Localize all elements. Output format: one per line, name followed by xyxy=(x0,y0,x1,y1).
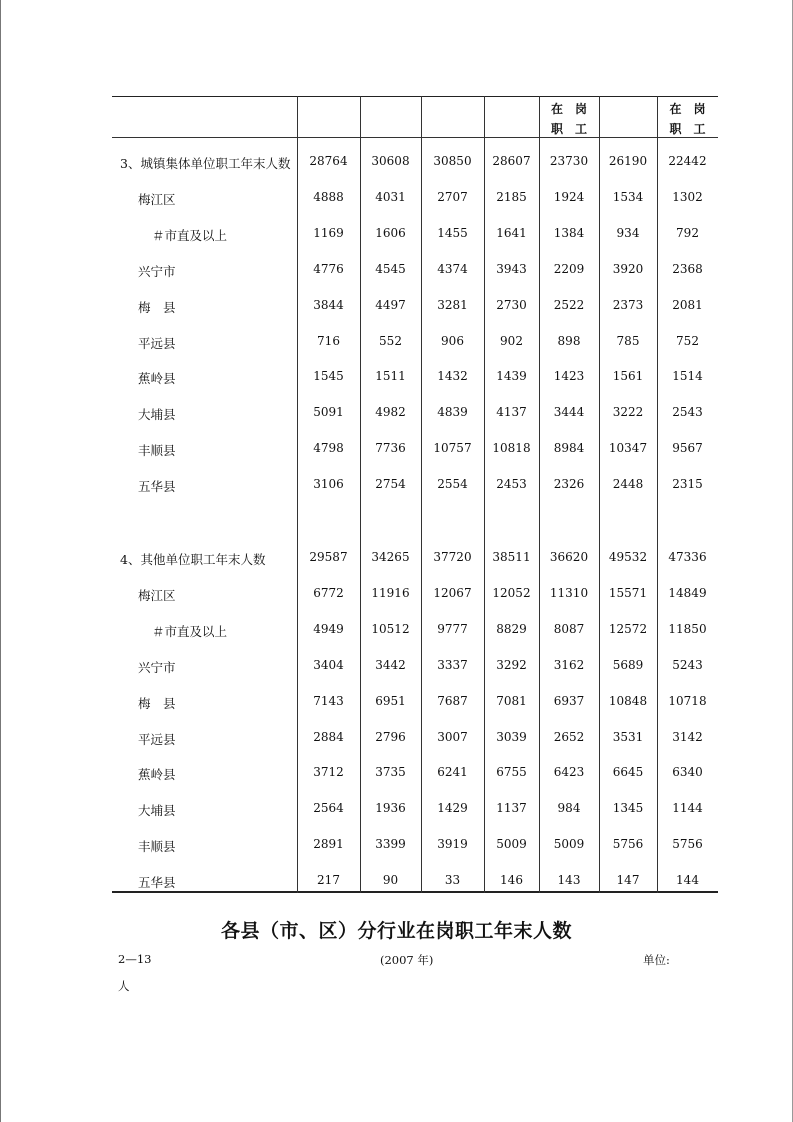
table-cell: 4137 xyxy=(496,405,527,420)
table-cell: 47336 xyxy=(668,550,707,564)
table-cell: 1302 xyxy=(672,189,703,204)
table-cell: 8087 xyxy=(553,621,585,636)
table-cell: 984 xyxy=(557,801,581,816)
table-cell: 3712 xyxy=(313,765,344,780)
table-cell: 10718 xyxy=(668,693,707,708)
table-cell: 4374 xyxy=(437,261,468,276)
table-row xyxy=(112,837,718,857)
table-cell: 1439 xyxy=(496,369,527,384)
table-row xyxy=(112,622,718,642)
document-title: 各县（市、区）分行业在岗职工年末人数 xyxy=(220,920,572,942)
table-cell: 3404 xyxy=(313,657,344,672)
table-top-rule xyxy=(112,96,718,97)
table-cell: 12572 xyxy=(608,621,648,636)
table-row xyxy=(112,190,718,210)
table-row xyxy=(112,730,718,750)
table-cell: 2796 xyxy=(375,729,406,744)
table-cell: 3531 xyxy=(612,729,644,744)
table-cell: 2522 xyxy=(553,297,585,312)
table-cell: 1924 xyxy=(553,189,585,204)
table-cell: 1384 xyxy=(553,225,585,240)
row-label: 梅 县 xyxy=(138,299,176,315)
table-cell: 12052 xyxy=(492,585,531,600)
table-cell: 1561 xyxy=(612,369,644,384)
row-label: 大埔县 xyxy=(138,803,176,819)
row-label: 兴宁市 xyxy=(138,659,176,675)
table-cell: 934 xyxy=(616,225,640,240)
table-cell: 4982 xyxy=(375,405,406,420)
section-total-row xyxy=(112,154,718,174)
table-header-rule xyxy=(112,137,718,138)
table-row xyxy=(112,801,718,821)
table-cell: 30850 xyxy=(433,154,472,168)
row-label: 丰顺县 xyxy=(138,839,176,855)
table-cell: 1144 xyxy=(672,801,703,816)
row-label: 梅江区 xyxy=(138,587,176,603)
row-label: ＃市直及以上 xyxy=(152,227,228,243)
table-cell: 1511 xyxy=(375,369,406,384)
table-row xyxy=(112,334,718,354)
table-cell: 6423 xyxy=(553,765,585,780)
table-cell: 1432 xyxy=(437,369,468,384)
row-label: 梅江区 xyxy=(138,191,176,207)
table-cell: 5091 xyxy=(313,405,344,420)
table-cell: 792 xyxy=(676,225,699,240)
table-cell: 2448 xyxy=(612,477,644,492)
table-cell: 2730 xyxy=(496,297,527,312)
table-cell: 5689 xyxy=(612,657,644,672)
table-cell: 906 xyxy=(441,333,464,348)
table-cell: 23730 xyxy=(549,154,589,168)
table-cell: 146 xyxy=(500,873,523,888)
table-cell: 5756 xyxy=(672,837,703,852)
table-cell: 4545 xyxy=(375,261,406,276)
table-row xyxy=(112,586,718,606)
table-cell: 49532 xyxy=(608,550,648,564)
table-cell: 1455 xyxy=(437,225,468,240)
header-line-1: 在岗 xyxy=(669,102,718,116)
table-cell: 2884 xyxy=(313,729,344,744)
table-cell: 2453 xyxy=(496,477,527,492)
table-cell: 3844 xyxy=(313,297,344,312)
table-cell: 2315 xyxy=(672,477,703,492)
table-cell: 1169 xyxy=(313,225,344,240)
table-cell: 3337 xyxy=(437,657,468,672)
table-cell: 4839 xyxy=(437,405,468,420)
table-row xyxy=(112,658,718,678)
table-cell: 716 xyxy=(317,333,340,348)
table-cell: 11916 xyxy=(371,585,410,600)
table-cell: 752 xyxy=(676,333,699,348)
table-cell: 2891 xyxy=(313,837,344,852)
table-cell: 2081 xyxy=(672,297,703,312)
table-cell: 90 xyxy=(382,873,399,888)
header-line-2: 职工 xyxy=(551,122,600,136)
table-cell: 7736 xyxy=(375,441,406,456)
section-title: 3、城镇集体单位职工年末人数 xyxy=(120,156,291,171)
table-cell: 28607 xyxy=(492,154,531,168)
table-cell: 2564 xyxy=(313,801,344,816)
table-cell: 2543 xyxy=(672,405,703,420)
row-label: 五华县 xyxy=(138,479,176,495)
table-cell: 10512 xyxy=(371,621,410,636)
table-cell: 143 xyxy=(557,873,581,888)
table-cell: 3292 xyxy=(496,657,527,672)
table-cell: 552 xyxy=(379,333,402,348)
table-cell: 4949 xyxy=(313,621,344,636)
unit-value: 人 xyxy=(118,979,130,993)
table-cell: 7081 xyxy=(496,693,527,708)
row-label: ＃市直及以上 xyxy=(152,623,228,639)
table-cell: 1137 xyxy=(496,801,527,816)
table-cell: 1641 xyxy=(496,225,527,240)
table-cell: 2652 xyxy=(553,729,585,744)
table-row xyxy=(112,369,718,389)
table-cell: 22442 xyxy=(668,154,707,168)
table-cell: 3943 xyxy=(496,261,527,276)
table-cell: 5243 xyxy=(672,657,703,672)
table-cell: 3399 xyxy=(375,837,406,852)
table-cell: 9777 xyxy=(437,621,468,636)
table-row xyxy=(112,226,718,246)
table-cell: 6772 xyxy=(313,585,344,600)
table-cell: 1345 xyxy=(612,801,644,816)
table-cell: 3442 xyxy=(375,657,406,672)
table-cell: 4776 xyxy=(313,261,344,276)
table-cell: 4888 xyxy=(313,189,344,204)
table-cell: 902 xyxy=(500,333,523,348)
table-cell: 144 xyxy=(676,873,699,888)
row-label: 兴宁市 xyxy=(138,263,176,279)
table-cell: 10757 xyxy=(433,441,472,456)
table-code: 2—13 xyxy=(118,952,152,966)
header-cell-on-duty-staff xyxy=(657,96,718,137)
table-cell: 6241 xyxy=(437,765,468,780)
table-cell: 3920 xyxy=(612,261,644,276)
section-total-row xyxy=(112,550,718,570)
table-cell: 3735 xyxy=(375,765,406,780)
table-cell: 1936 xyxy=(375,801,406,816)
header-cell-on-duty-staff xyxy=(539,96,599,137)
row-label: 大埔县 xyxy=(138,407,176,423)
table-cell: 3106 xyxy=(313,477,344,492)
table-row xyxy=(112,694,718,714)
table-cell: 12067 xyxy=(433,585,472,600)
table-cell: 4798 xyxy=(313,441,344,456)
table-cell: 898 xyxy=(557,333,581,348)
table-cell: 2707 xyxy=(437,189,468,204)
table-cell: 34265 xyxy=(371,550,410,564)
table-cell: 29587 xyxy=(309,550,348,564)
table-cell: 2185 xyxy=(496,189,527,204)
table-cell: 2754 xyxy=(375,477,406,492)
table-cell: 2209 xyxy=(553,261,585,276)
table-cell: 6645 xyxy=(612,765,644,780)
table-cell: 1429 xyxy=(437,801,468,816)
statistics-table xyxy=(112,96,718,893)
table-cell: 28764 xyxy=(309,154,348,168)
table-cell: 10347 xyxy=(608,441,648,456)
table-cell: 14849 xyxy=(668,585,707,600)
table-cell: 4031 xyxy=(375,189,406,204)
table-cell: 3007 xyxy=(437,729,468,744)
table-cell: 2373 xyxy=(612,297,644,312)
row-label: 蕉岭县 xyxy=(138,371,176,387)
table-cell: 3039 xyxy=(496,729,527,744)
table-cell: 3444 xyxy=(553,405,585,420)
table-cell: 217 xyxy=(317,873,340,888)
table-cell: 3162 xyxy=(553,657,585,672)
table-row xyxy=(112,405,718,425)
table-cell: 1514 xyxy=(672,369,703,384)
table-cell: 1534 xyxy=(612,189,644,204)
table-cell: 30608 xyxy=(371,154,410,168)
table-cell: 15571 xyxy=(608,585,648,600)
table-row xyxy=(112,765,718,785)
row-label: 梅 县 xyxy=(138,695,176,711)
page-border-left xyxy=(0,0,1,1122)
table-year: (2007 年) xyxy=(380,953,434,967)
table-cell: 3142 xyxy=(672,729,703,744)
table-cell: 8984 xyxy=(553,441,585,456)
table-cell: 2554 xyxy=(437,477,468,492)
table-row xyxy=(112,262,718,282)
table-cell: 10818 xyxy=(492,441,531,456)
table-cell: 3281 xyxy=(437,297,468,312)
table-cell: 7687 xyxy=(437,693,468,708)
table-cell: 8829 xyxy=(496,621,527,636)
table-cell: 4497 xyxy=(375,297,406,312)
table-cell: 10848 xyxy=(608,693,648,708)
table-cell: 6937 xyxy=(553,693,585,708)
table-cell: 1423 xyxy=(553,369,585,384)
table-cell: 1606 xyxy=(375,225,406,240)
table-row xyxy=(112,873,718,893)
table-row xyxy=(112,441,718,461)
table-cell: 3919 xyxy=(437,837,468,852)
table-cell: 5756 xyxy=(612,837,644,852)
table-cell: 5009 xyxy=(496,837,527,852)
table-row xyxy=(112,298,718,318)
row-label: 丰顺县 xyxy=(138,443,176,459)
table-cell: 2368 xyxy=(672,261,703,276)
section-title: 4、其他单位职工年末人数 xyxy=(120,552,266,567)
unit-label: 单位: xyxy=(643,953,670,967)
row-label: 平远县 xyxy=(138,731,176,747)
row-label: 平远县 xyxy=(138,335,176,351)
table-cell: 2326 xyxy=(553,477,585,492)
table-cell: 11310 xyxy=(549,585,589,600)
table-cell: 6755 xyxy=(496,765,527,780)
table-cell: 26190 xyxy=(608,154,648,168)
header-line-1: 在岗 xyxy=(551,102,600,116)
table-cell: 33 xyxy=(444,873,461,888)
table-cell: 3222 xyxy=(612,405,644,420)
table-cell: 36620 xyxy=(549,550,589,564)
table-cell: 5009 xyxy=(553,837,585,852)
table-cell: 7143 xyxy=(313,693,344,708)
table-cell: 37720 xyxy=(433,550,472,564)
table-cell: 6340 xyxy=(672,765,703,780)
header-line-2: 职工 xyxy=(669,122,718,136)
table-cell: 11850 xyxy=(668,621,707,636)
table-cell: 38511 xyxy=(492,550,531,564)
row-label: 蕉岭县 xyxy=(138,767,176,783)
table-cell: 1545 xyxy=(313,369,344,384)
table-cell: 785 xyxy=(616,333,640,348)
table-row xyxy=(112,477,718,497)
table-cell: 147 xyxy=(616,873,640,888)
table-cell: 9567 xyxy=(672,441,703,456)
row-label: 五华县 xyxy=(138,875,176,891)
table-cell: 6951 xyxy=(375,693,406,708)
